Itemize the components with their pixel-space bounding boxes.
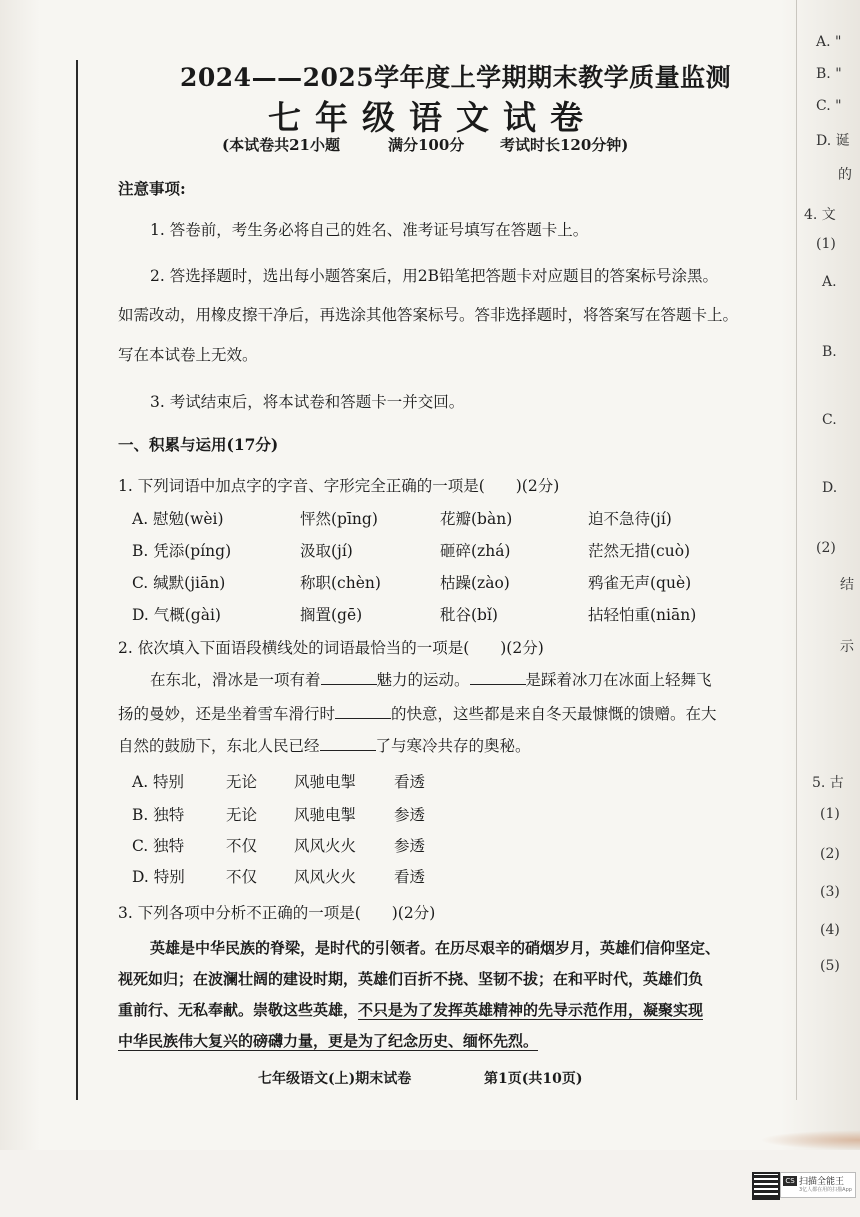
section-title: 一、积累与运用(17分) (118, 435, 279, 454)
q1-option-b-2: 汲取(jí) (300, 542, 353, 560)
q2-option-c-2: 不仅 (226, 837, 258, 855)
q1-stem: 1. 下列词语中加点字的字音、字形完全正确的一项是( )(2分) (118, 477, 560, 495)
q2-stem: 2. 依次填入下面语段横线处的词语最恰当的一项是( )(2分) (118, 639, 544, 657)
exam-subject-title: 七年级语文试卷 (268, 98, 597, 137)
page-footer-title: 七年级语文(上)期末试卷 (258, 1071, 412, 1087)
page-number: 第1页(共10页) (484, 1071, 583, 1087)
q1-option-a-4: 迫不急待(jí) (588, 510, 672, 528)
q1-option-c-4: 鸦雀无声(què) (588, 574, 692, 592)
q1-option-a-1: A. 慰勉(wèi) (132, 510, 224, 528)
full-score: 满分100分 (388, 136, 465, 154)
q1-option-c-1: C. 缄默(jiān) (132, 574, 226, 592)
side-q4-c: C. (822, 412, 837, 428)
side-option-c: C. " (816, 98, 842, 114)
scanner-watermark (780, 1172, 856, 1198)
q2-option-d-1: D. 特别 (132, 868, 185, 886)
q2-option-a-2: 无论 (226, 773, 258, 791)
side-text-de: 的 (838, 167, 852, 183)
q3-passage-line-4 (118, 1030, 538, 1051)
side-q4-b: B. (822, 344, 837, 360)
notice-heading: 注意事项: (118, 179, 186, 198)
scanner-app-name: 扫描全能王 (799, 1177, 845, 1187)
q3-stem: 3. 下列各项中分析不正确的一项是( )(2分) (118, 904, 436, 922)
q2-option-a-1: A. 特别 (132, 773, 185, 791)
q2-passage-line-3: 自然的鼓励下，东北人民已经 了与寒冷共存的奥秘。 (118, 737, 531, 755)
scan-artifact (760, 1130, 860, 1150)
q2-option-b-2: 无论 (226, 806, 258, 824)
underlined-sentence: 不只是为了发挥英雄精神的先导示范作用，凝聚实现 (358, 1001, 704, 1019)
scanner-slogan: 3亿人都在用的扫描App (799, 1187, 852, 1193)
q1-option-b-3: 砸碎(zhá) (440, 542, 511, 560)
fold-line (796, 0, 797, 1100)
q2-option-a-4: 看透 (394, 773, 426, 791)
q1-option-b-1: B. 凭添(píng) (132, 542, 232, 560)
side-text-shi: 示 (840, 639, 854, 655)
fill-blank (320, 736, 376, 751)
q1-option-b-4: 茫然无措(cuò) (588, 542, 691, 560)
q1-option-a-2: 怦然(pīng) (300, 510, 378, 528)
question-count: (本试卷共21小题 (222, 136, 340, 154)
side-text-jie: 结 (840, 577, 854, 593)
side-option-d: D. 诞 (816, 133, 850, 149)
side-q4: 4. 文 (804, 207, 836, 223)
side-q4-2: (2) (816, 540, 836, 556)
q2-option-c-3: 风风火火 (294, 837, 357, 855)
q1-option-d-3: 秕谷(bǐ) (440, 606, 498, 624)
side-option-a: A. " (816, 34, 842, 50)
side-q4-1: (1) (816, 236, 836, 252)
notice-item-3: 3. 考试结束后，将本试卷和答题卡一并交回。 (150, 393, 465, 411)
q1-option-c-2: 称职(chèn) (300, 574, 381, 592)
exam-duration: 考试时长120分钟) (500, 136, 629, 154)
fill-blank (470, 670, 526, 685)
q2-passage-line-1: 在东北，滑冰是一项有着 魅力的运动。 是踩着冰刀在冰面上轻舞飞 (150, 671, 712, 689)
q3-passage-line-1: 英雄是中华民族的脊梁，是时代的引领者。在历尽艰辛的硝烟岁月，英雄们信仰坚定、 (150, 939, 721, 957)
q2-option-a-3: 风驰电掣 (294, 773, 357, 791)
q1-option-c-3: 枯躁(zào) (440, 574, 510, 592)
scanner-logo-icon: CS (783, 1176, 797, 1186)
q2-passage-line-2: 扬的曼妙，还是坐着雪车滑行时 的快意，这些都是来自冬天最慷慨的馈赠。在大 (118, 705, 717, 723)
notice-item-1: 1. 答卷前，考生务必将自己的姓名、准考证号填写在答题卡上。 (150, 221, 589, 239)
q2-option-d-2: 不仅 (226, 868, 258, 886)
notice-item-2: 2. 答选择题时，选出每小题答案后，用2B铅笔把答题卡对应题目的答案标号涂黑。 (150, 267, 718, 285)
side-q5-4: (4) (820, 922, 840, 938)
notice-item-2-cont: 如需改动，用橡皮擦干净后，再选涂其他答案标号。答非选择题时，将答案写在答题卡上。 (118, 306, 739, 324)
q3-passage-line-2: 视死如归；在波澜壮阔的建设时期，英雄们百折不挠、坚韧不拔；在和平时代，英雄们负 (118, 970, 704, 988)
side-q5: 5. 古 (812, 775, 844, 791)
underlined-sentence-cont: 中华民族伟大复兴的磅礴力量，更是为了纪念历史、缅怀先烈。 (118, 1032, 539, 1050)
q2-option-b-4: 参透 (394, 806, 426, 824)
q3-passage-line-3: 重前行、无私奉献。崇敬这些英雄，不只是为了发挥英雄精神的先导示范作用，凝聚实现 (118, 1001, 704, 1019)
q2-option-b-3: 风驰电掣 (294, 806, 357, 824)
q1-option-a-3: 花瓣(bàn) (440, 510, 513, 528)
q2-option-d-4: 看透 (394, 868, 426, 886)
q1-option-d-2: 搁置(gē) (300, 606, 363, 624)
side-q4-a: A. (822, 274, 837, 290)
q1-option-d-1: D. 气概(gài) (132, 606, 221, 624)
q2-option-c-4: 参透 (394, 837, 426, 855)
fill-blank (321, 670, 377, 685)
side-q5-5: (5) (820, 958, 840, 974)
notice-item-2-end: 写在本试卷上无效。 (118, 346, 258, 364)
fill-blank (335, 704, 391, 719)
q2-option-b-1: B. 独特 (132, 806, 185, 824)
exam-title: 2024——2025学年度上学期期末教学质量监测 (180, 63, 732, 92)
side-q5-1: (1) (820, 806, 840, 822)
q2-option-c-1: C. 独特 (132, 837, 185, 855)
side-q4-d: D. (822, 480, 838, 496)
q2-option-d-3: 风风火火 (294, 868, 357, 886)
q1-option-d-4: 拈轻怕重(niān) (588, 606, 697, 624)
side-q5-2: (2) (820, 846, 840, 862)
margin-line (76, 60, 78, 1100)
qr-code-icon (752, 1172, 780, 1200)
side-q5-3: (3) (820, 884, 840, 900)
side-option-b: B. " (816, 66, 842, 82)
